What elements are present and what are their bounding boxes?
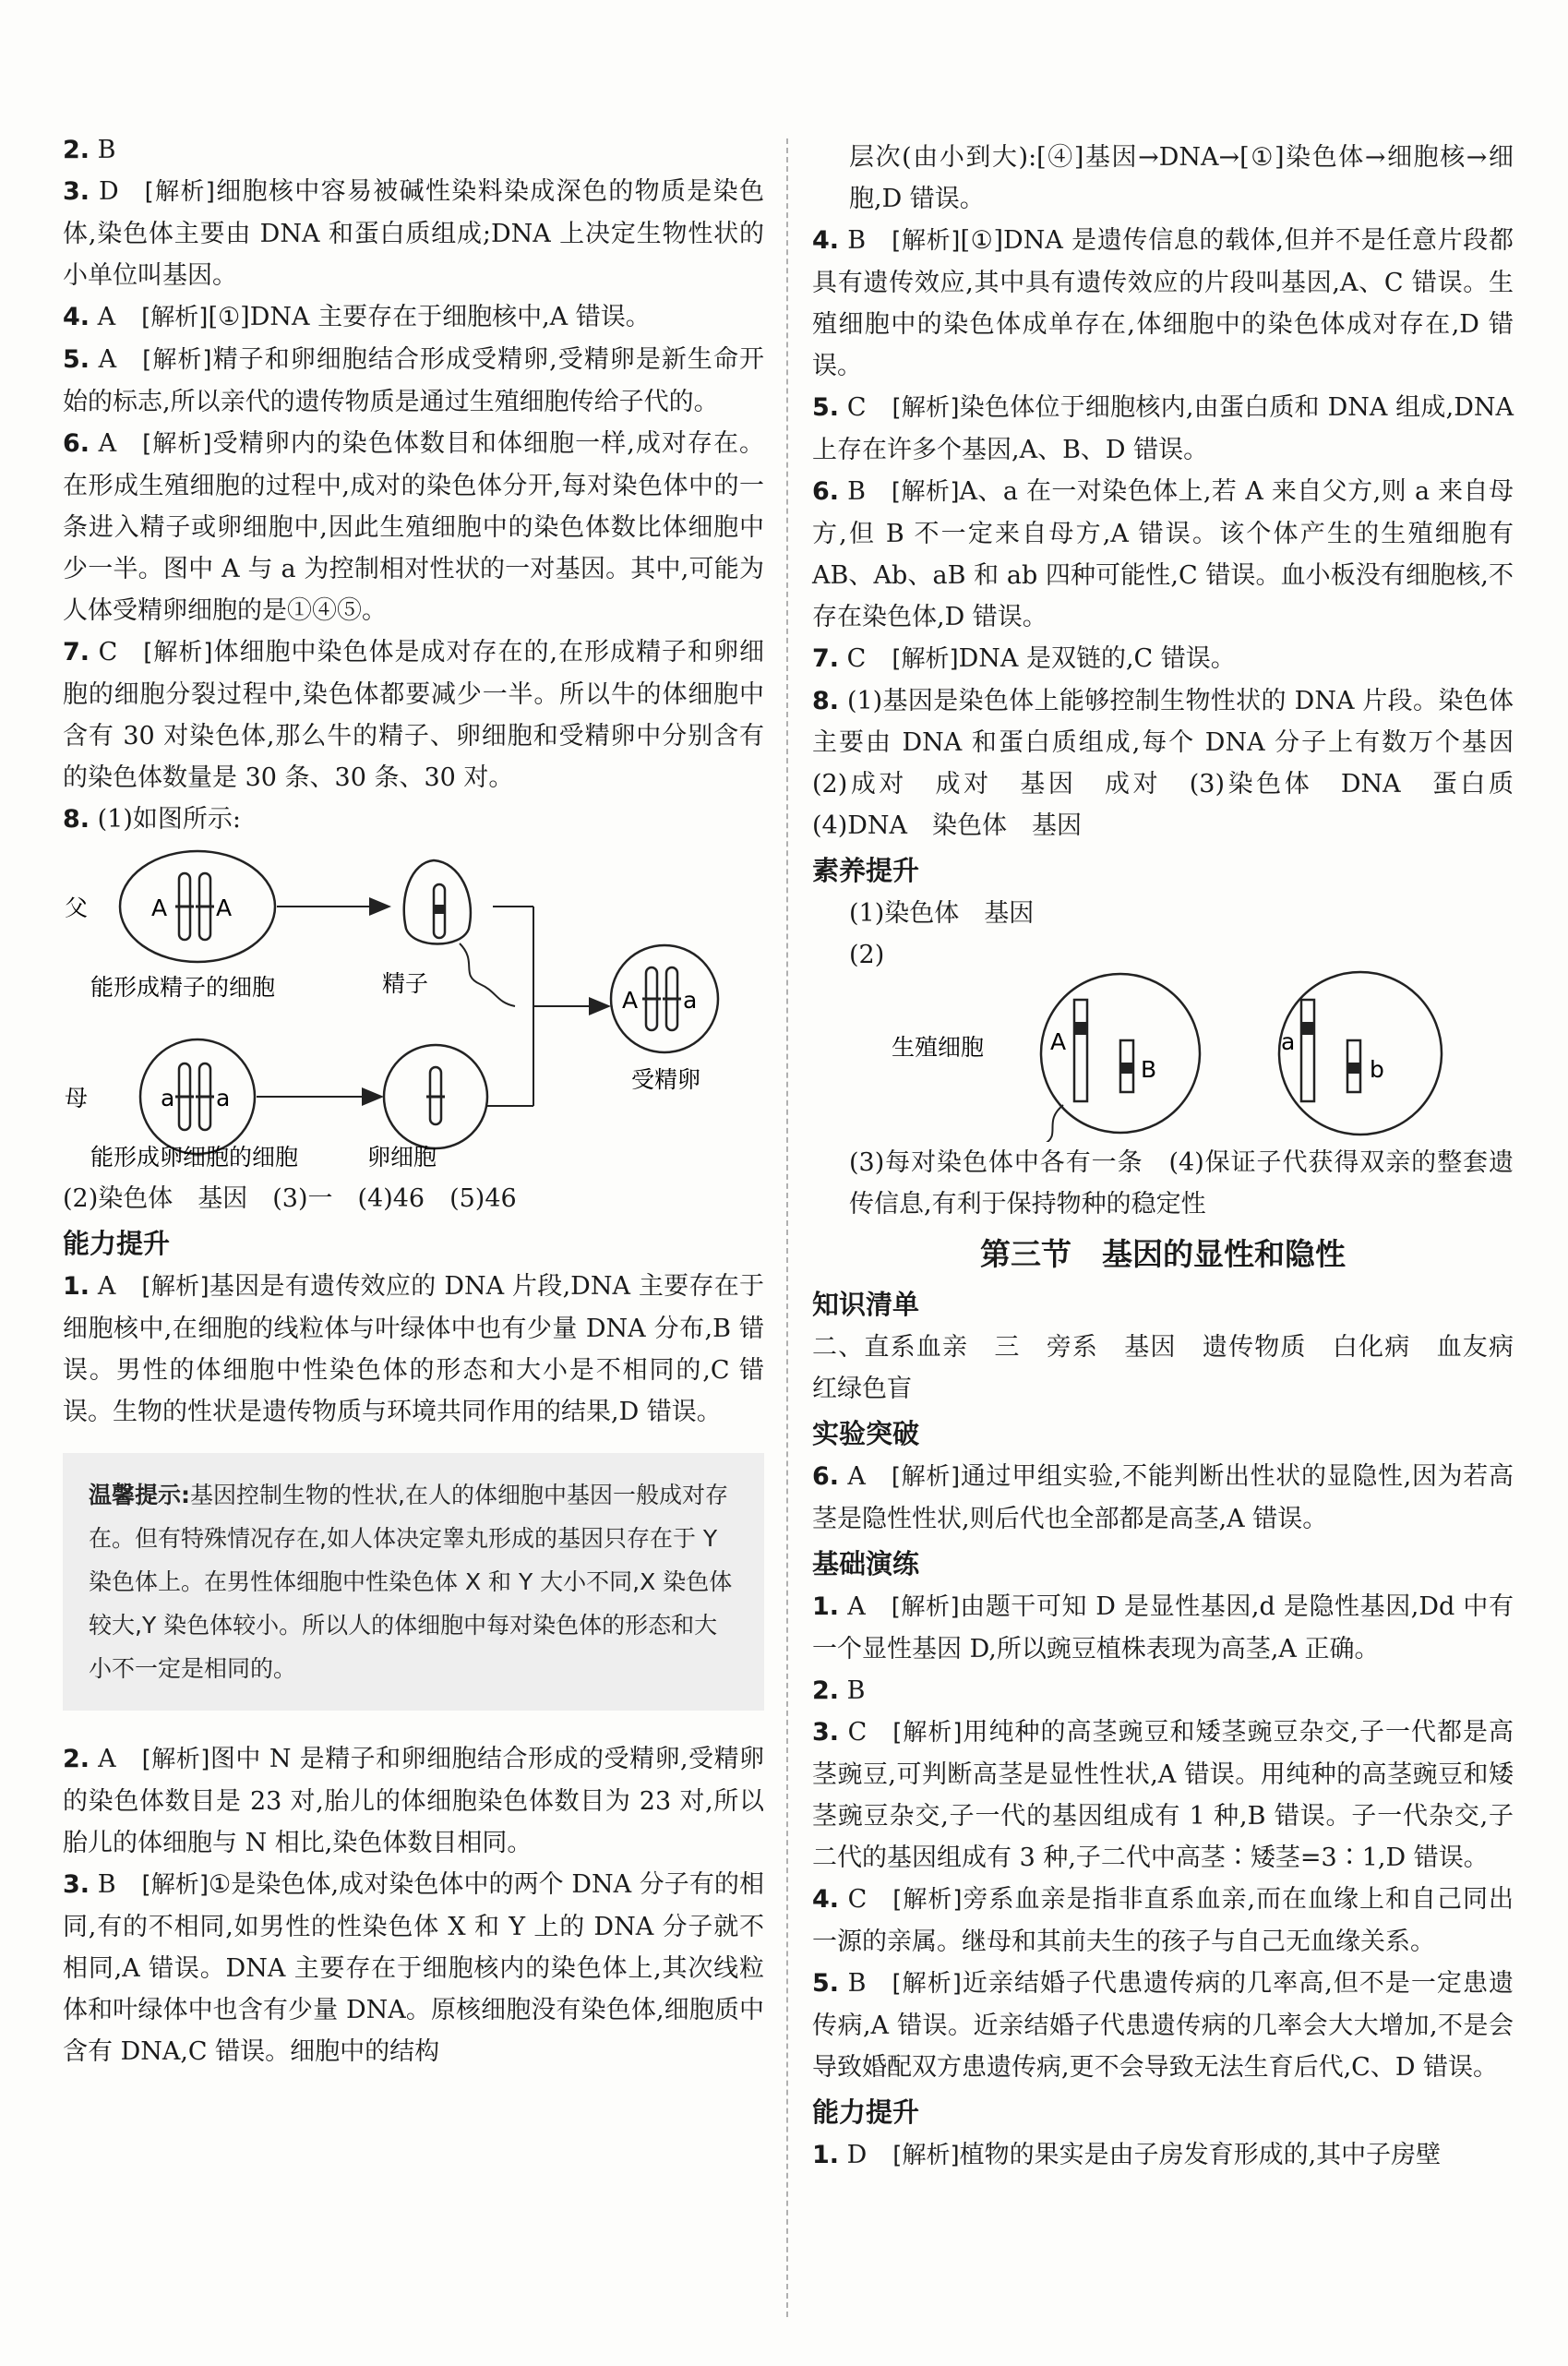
analysis-tag: [解析] [892,227,961,255]
analysis-text: 通过甲组实验,不能判断出性状的显隐性,因为若高茎是隐性性状,则后代也全部都是高茎,A 错误。 [812,1462,1514,1533]
ability-item-3 [63,1864,764,2072]
analysis-text: 染色体位于细胞核内,由蛋白质和 DNA 组成,DNA 上存在许多个基因,A、B、D 错误。 [812,393,1514,464]
analysis-tag: [解析] [891,1463,961,1491]
analysis-text: 旁系血亲是指非直系血亲,而在血缘上和自己同出一源的亲属。继母和其前夫生的孩子与自己无血缘关系。 [812,1885,1514,1956]
answer-text: (3)每对染色体中各有一条 (4)保证子代获得双亲的整套遗传信息,有利于保持物种的稳定性 [849,1148,1514,1219]
answer-letter: A [97,1272,116,1301]
tip-text: 基因控制生物的性状,在人的体细胞中基因一般成对存在。但有特殊情况存在,如人体决定睾丸形成的基因只存在于 Y 染色体上。在男性体细胞中性染色体 X 和 Y 大小不同,X 染色体较大,Y 染色体较小。所以人的体细胞中每对染色体的形态和大小不一定是相同的。 [89,1482,733,1682]
analysis-text: 用纯种的高茎豌豆和矮茎豌豆杂交,子一代都是高茎豌豆,可判断高茎是显性性状,A 错误。用纯种的高茎豌豆和矮茎豌豆杂交,子一代的基因组成有 1 种,B 错误。子一代杂交,子二代的基因组成有 3 种,子二代中高茎∶矮茎=3∶1,D 错误。 [812,1718,1514,1872]
answer-item-6 [63,423,764,631]
item-number: 1. [812,1592,840,1621]
analysis-text: 近亲结婚子代患遗传病的几率高,但不是一定患遗传病,A 错误。近亲结婚子代患遗传病的几率会大大增加,不是会导致婚配双方患遗传病,更不会导致无法生育后代,C、D 错误。 [812,1969,1514,2082]
gene-band [1301,1022,1314,1035]
gene-label-A: A [1050,1028,1067,1055]
fertilization-svg [63,840,764,1172]
answer-item-5 [63,339,764,423]
section-heading-ability: 能力提升 [63,1228,171,1259]
analysis-text: 层次(由小到大):[④]基因→DNA→[①]染色体→细胞核→细胞,D 错误。 [849,143,1514,213]
section-heading-literacy: 素养提升 [812,855,920,886]
analysis-tag: [解析] [892,645,959,673]
answer-item-7 [63,631,764,799]
answer-item-r7 [812,638,1514,680]
gene-label-A: A [216,895,233,921]
analysis-tag: [解析] [144,178,215,206]
zygote-label: 受精卵 [631,1066,701,1093]
gene-band [1074,1022,1087,1035]
analysis-tag: [解析] [891,1593,960,1621]
answer-letter: A [98,1745,116,1773]
egg-cell-label: 能形成卵细胞的细胞 [90,1144,299,1171]
section-heading-experiment: 实验突破 [812,1418,920,1449]
answer-text: 二、直系血亲 三 旁系 基因 遗传物质 白化病 血友病 红绿色盲 [812,1333,1538,1403]
basic-item-2 [812,1670,1514,1711]
gene-band [1347,1063,1360,1074]
answer-letter: B [97,1870,116,1899]
gene-band [434,905,445,914]
basic-item-1 [812,1586,1514,1670]
analysis-tag: [解析] [892,1970,962,1998]
chromosome [1074,1000,1087,1101]
answer-letter: C [847,1718,868,1747]
answer-letter: B [846,1676,866,1705]
item-number: 7. [812,644,840,673]
continued-text [812,137,1514,220]
sperm-cell-label: 能形成精子的细胞 [90,974,276,1001]
analysis-text: 受精卵内的染色体数目和体细胞一样,成对存在。在形成生殖细胞的过程中,成对的染色体分开,每对染色体中的一条进入精子或卵细胞中,因此生殖细胞中的染色体数比体细胞中少一半。图中 A 与 a 为控制相对性状的一对基因。其中,可能为人体受精卵细胞的是①④⑤。 [63,429,764,625]
item-number: 3. [63,177,90,206]
answer-letter: B [847,1969,867,1998]
analysis-text: A、a 在一对染色体上,若 A 来自父方,则 a 来自母方,但 B 不一定来自母方,A 错误。该个体产生的生殖细胞有 AB、Ab、aB 和 ab 四种可能性,C 错误。血小板没有细胞核,不存在染色体,D 错误。 [812,477,1514,631]
analysis-tag: [解析] [891,478,960,506]
item-number: 2. [63,136,90,164]
gene-band [1120,1063,1133,1074]
cell-tail [1045,1105,1063,1142]
mother-label: 母 [65,1085,89,1111]
answer-letter: D [846,2141,868,2169]
analysis-text: ①是染色体,成对染色体中的两个 DNA 分子有的相同,有的不相同,如男性的性染色体 X 和 Y 上的 DNA 分子就不相同,A 错误。DNA 主要存在于细胞核内的染色体上,其次线粒体和叶绿体中也含有少量 DNA。原核细胞没有染色体,细胞质中含有 DNA,C 错误。细胞中的结构 [63,1870,764,2066]
column-divider [786,138,788,2317]
sperm-head [404,860,471,944]
answer-letter: B [847,226,867,255]
answer-letter: A [97,303,116,331]
warm-tip-box [63,1453,764,1711]
analysis-tag: [解析] [892,2142,960,2169]
gene-label-a: a [216,1085,231,1111]
answer-item-r6 [812,471,1514,638]
answer-letter: B [97,136,116,164]
analysis-tag: [解析] [892,1886,963,1914]
gene-label-b: b [1370,1056,1384,1083]
section-heading-knowledge: 知识清单 [812,1289,920,1320]
literacy-item-3 [812,1142,1514,1225]
answer-letter: C [846,644,867,673]
answer-letter: C [98,638,118,667]
item-number: 6. [812,1462,840,1491]
basic-item-5 [812,1963,1514,2088]
tip-title: 温馨提示: [89,1482,190,1508]
item-number: 6. [63,429,90,458]
egg-label: 卵细胞 [367,1144,437,1171]
item-number: 4. [63,303,90,331]
item-number: 5. [63,345,90,374]
fertilization-diagram [63,840,764,1172]
gene-label-a: a [1281,1028,1296,1055]
answer-letter: A [847,1462,866,1491]
knowledge-item-2 [812,1327,1538,1410]
answer-item-8 [63,799,764,840]
answer-item-2 [63,129,764,171]
sperm-tail [460,943,515,1006]
germ-cell-svg [812,967,1514,1142]
answer-text: (1)染色体 基因 [849,899,1035,928]
literacy-item-1 [812,893,1514,934]
item-number: 2. [63,1745,90,1773]
ability-item-2 [63,1738,764,1864]
gene-label-a: a [683,987,698,1014]
answer-item-4 [63,296,764,339]
item-number: 7. [63,638,90,667]
basic-item-4 [812,1879,1514,1963]
germ-cell-label: 生殖细胞 [892,1034,985,1061]
item-number: 4. [812,1885,840,1914]
analysis-text: 植物的果实是由子房发育形成的,其中子房壁 [959,2141,1442,2169]
item-number: 5. [812,1969,840,1998]
item-number: 3. [63,1870,90,1899]
analysis-text: 由题干可知 D 是显性基因,d 是隐性基因,Dd 中有一个显性基因 D,所以豌豆植株表现为高茎,A 正确。 [812,1592,1514,1663]
analysis-text: 细胞核中容易被碱性染料染成深色的物质是染色体,染色体主要由 DNA 和蛋白质组成;DNA 上决定生物性状的小单位叫基因。 [63,177,764,290]
answer-item-r4 [812,220,1514,387]
gene-label-A: A [151,895,168,921]
answer-letter: C [847,1885,868,1914]
experiment-item-6 [812,1456,1514,1540]
analysis-tag: [解析] [142,430,212,458]
analysis-tag: [解析] [141,1746,210,1773]
item-number: 8. [63,805,90,834]
item-number: 8. [812,687,840,715]
section-heading-ability-2: 能力提升 [812,2096,920,2128]
germ-cell-diagram [812,967,1514,1142]
item-number: 5. [812,393,840,422]
item-number: 6. [812,477,840,506]
item-number: 1. [63,1272,90,1301]
analysis-text: 图中 N 是精子和卵细胞结合形成的受精卵,受精卵的染色体数目是 23 对,胎儿的体细胞染色体数目为 23 对,所以胎儿的体细胞与 N 相比,染色体数目相同。 [63,1745,764,1857]
analysis-text: DNA 是双链的,C 错误。 [958,644,1236,673]
analysis-text: 基因是有遗传效应的 DNA 片段,DNA 主要存在于细胞核中,在细胞的线粒体与叶绿体中也有少量 DNA 分布,B 错误。男性的体细胞中性染色体的形态和大小是不相同的,C 错误。生物的性状是遗传物质与环境共同作用的结果,D 错误。 [63,1272,764,1426]
section-heading-basic: 基础演练 [812,1548,920,1579]
basic-item-3 [812,1711,1514,1879]
analysis-text: [①]DNA 是遗传信息的载体,但并不是任意片段都具有遗传效应,其中具有遗传效应的片段叫基因,A、C 错误。生殖细胞中的染色体成单存在,体细胞中的染色体成对存在,D 错误。 [812,226,1514,380]
analysis-tag: [解析] [142,346,212,374]
ability2-item-1 [812,2134,1514,2177]
answer-item-r5 [812,387,1514,471]
answer-letter: C [846,393,867,422]
answer-text: (1)基因是染色体上能够控制生物性状的 DNA 片段。染色体主要由 DNA 和蛋白质组成,每个 DNA 分子上有数万个基因 (2)成对 成对 基因 成对 (3)染色体 DNA 蛋白质 (4)DNA 染色体 基因 [812,687,1538,840]
ability-item-1 [63,1266,764,1433]
analysis-text: 体细胞中染色体是成对存在的,在形成精子和卵细胞的细胞分裂过程中,染色体都要减少一半。所以牛的体细胞中含有 30 对染色体,那么牛的精子、卵细胞和受精卵中分别含有的染色体数量是 30 条、30 条、30 对。 [63,638,764,792]
gene-label-A: A [622,987,639,1014]
analysis-text: 精子和卵细胞结合形成受精卵,受精卵是新生命开始的标志,所以亲代的遗传物质是通过生殖细胞传给子代的。 [63,345,764,416]
item-number: 2. [812,1676,840,1705]
right-column [812,137,1538,2177]
sperm-label: 精子 [382,970,429,997]
answer-letter: A [847,1592,866,1621]
father-label: 父 [65,895,89,921]
answer-letter: B [847,477,866,506]
analysis-text: [①]DNA 主要存在于细胞核中,A 错误。 [208,303,651,331]
analysis-tag: [解析] [892,394,960,422]
chapter-title: 第三节 基因的显性和隐性 [980,1236,1346,1272]
item-number: 4. [812,226,840,255]
answer-item-r8 [812,680,1538,847]
answer-letter: D [98,177,119,206]
item-number: 3. [812,1718,840,1747]
analysis-tag: [解析] [141,304,209,331]
left-column [63,129,764,2072]
answer-letter: A [98,345,117,374]
answer-item-3 [63,171,764,296]
analysis-tag: [解析] [141,1871,209,1899]
analysis-tag: [解析] [143,639,213,667]
answer-item-8-cont [63,1178,764,1219]
analysis-tag: [解析] [892,1719,963,1747]
answer-text: (1)如图所示: [97,805,241,834]
gene-label-B: B [1141,1056,1157,1083]
answer-letter: A [98,429,117,458]
analysis-tag: [解析] [141,1273,209,1301]
chromosome [1301,1000,1314,1101]
item-number: 1. [812,2141,840,2169]
gene-label-a: a [161,1085,175,1111]
answer-text: (2) [849,941,885,969]
answer-text: (2)染色体 基因 (3)一 (4)46 (5)46 [63,1184,517,1213]
